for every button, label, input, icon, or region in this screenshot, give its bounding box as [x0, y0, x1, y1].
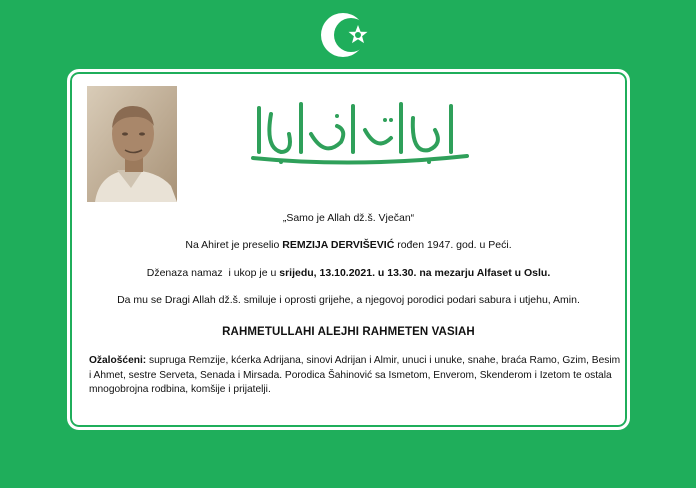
- announcement-pre: Na Ahiret je preselio: [185, 239, 283, 251]
- arabic-calligraphy-irtihal-ila-rabbika: [245, 94, 475, 174]
- mourners-paragraph: [89, 354, 624, 398]
- prayer: Da mu se Dragi Allah dž.š. smiluje i oprosti grijehe, a njegovoj porodici podari sabura i utjehu, Amin.: [117, 294, 580, 306]
- obituary-card: [67, 69, 630, 430]
- funeral-info: [70, 267, 627, 279]
- announcement-post: rođen 1947. god. u Peći.: [394, 239, 512, 251]
- portrait-photo: [87, 86, 177, 202]
- crescent-star-icon: [318, 10, 380, 60]
- quote: „Samo je Allah dž.š. Vječan“: [282, 212, 415, 224]
- funeral-details: srijedu, 13.10.2021. u 13.30. na mezarju Alfaset u Oslu.: [279, 267, 551, 279]
- deceased-name: REMZIJA DERVIŠEVIĆ: [282, 239, 395, 251]
- funeral-pre: Dženaza namaz i ukop je u: [146, 267, 280, 279]
- mourners-text: supruga Remzije, kćerka Adrijana, sinovi Adrijan i Almir, unuci i unuke, snahe, braća Ramo, Gzim, Besim i Ahmet, sestre Serveta, Senada i Mirsada. Porodica Šahinović sa Ismetom, Enverom, Skenderom i Izetom te ostala mnogobrojna rodbina, komšije i prijatelji.: [89, 355, 621, 396]
- announcement: [70, 239, 627, 251]
- mourners-label: Ožalošćeni:: [89, 355, 147, 366]
- rahmet-heading: RAHMETULLAHI ALEJHI RAHMETEN VASIAH: [222, 326, 475, 338]
